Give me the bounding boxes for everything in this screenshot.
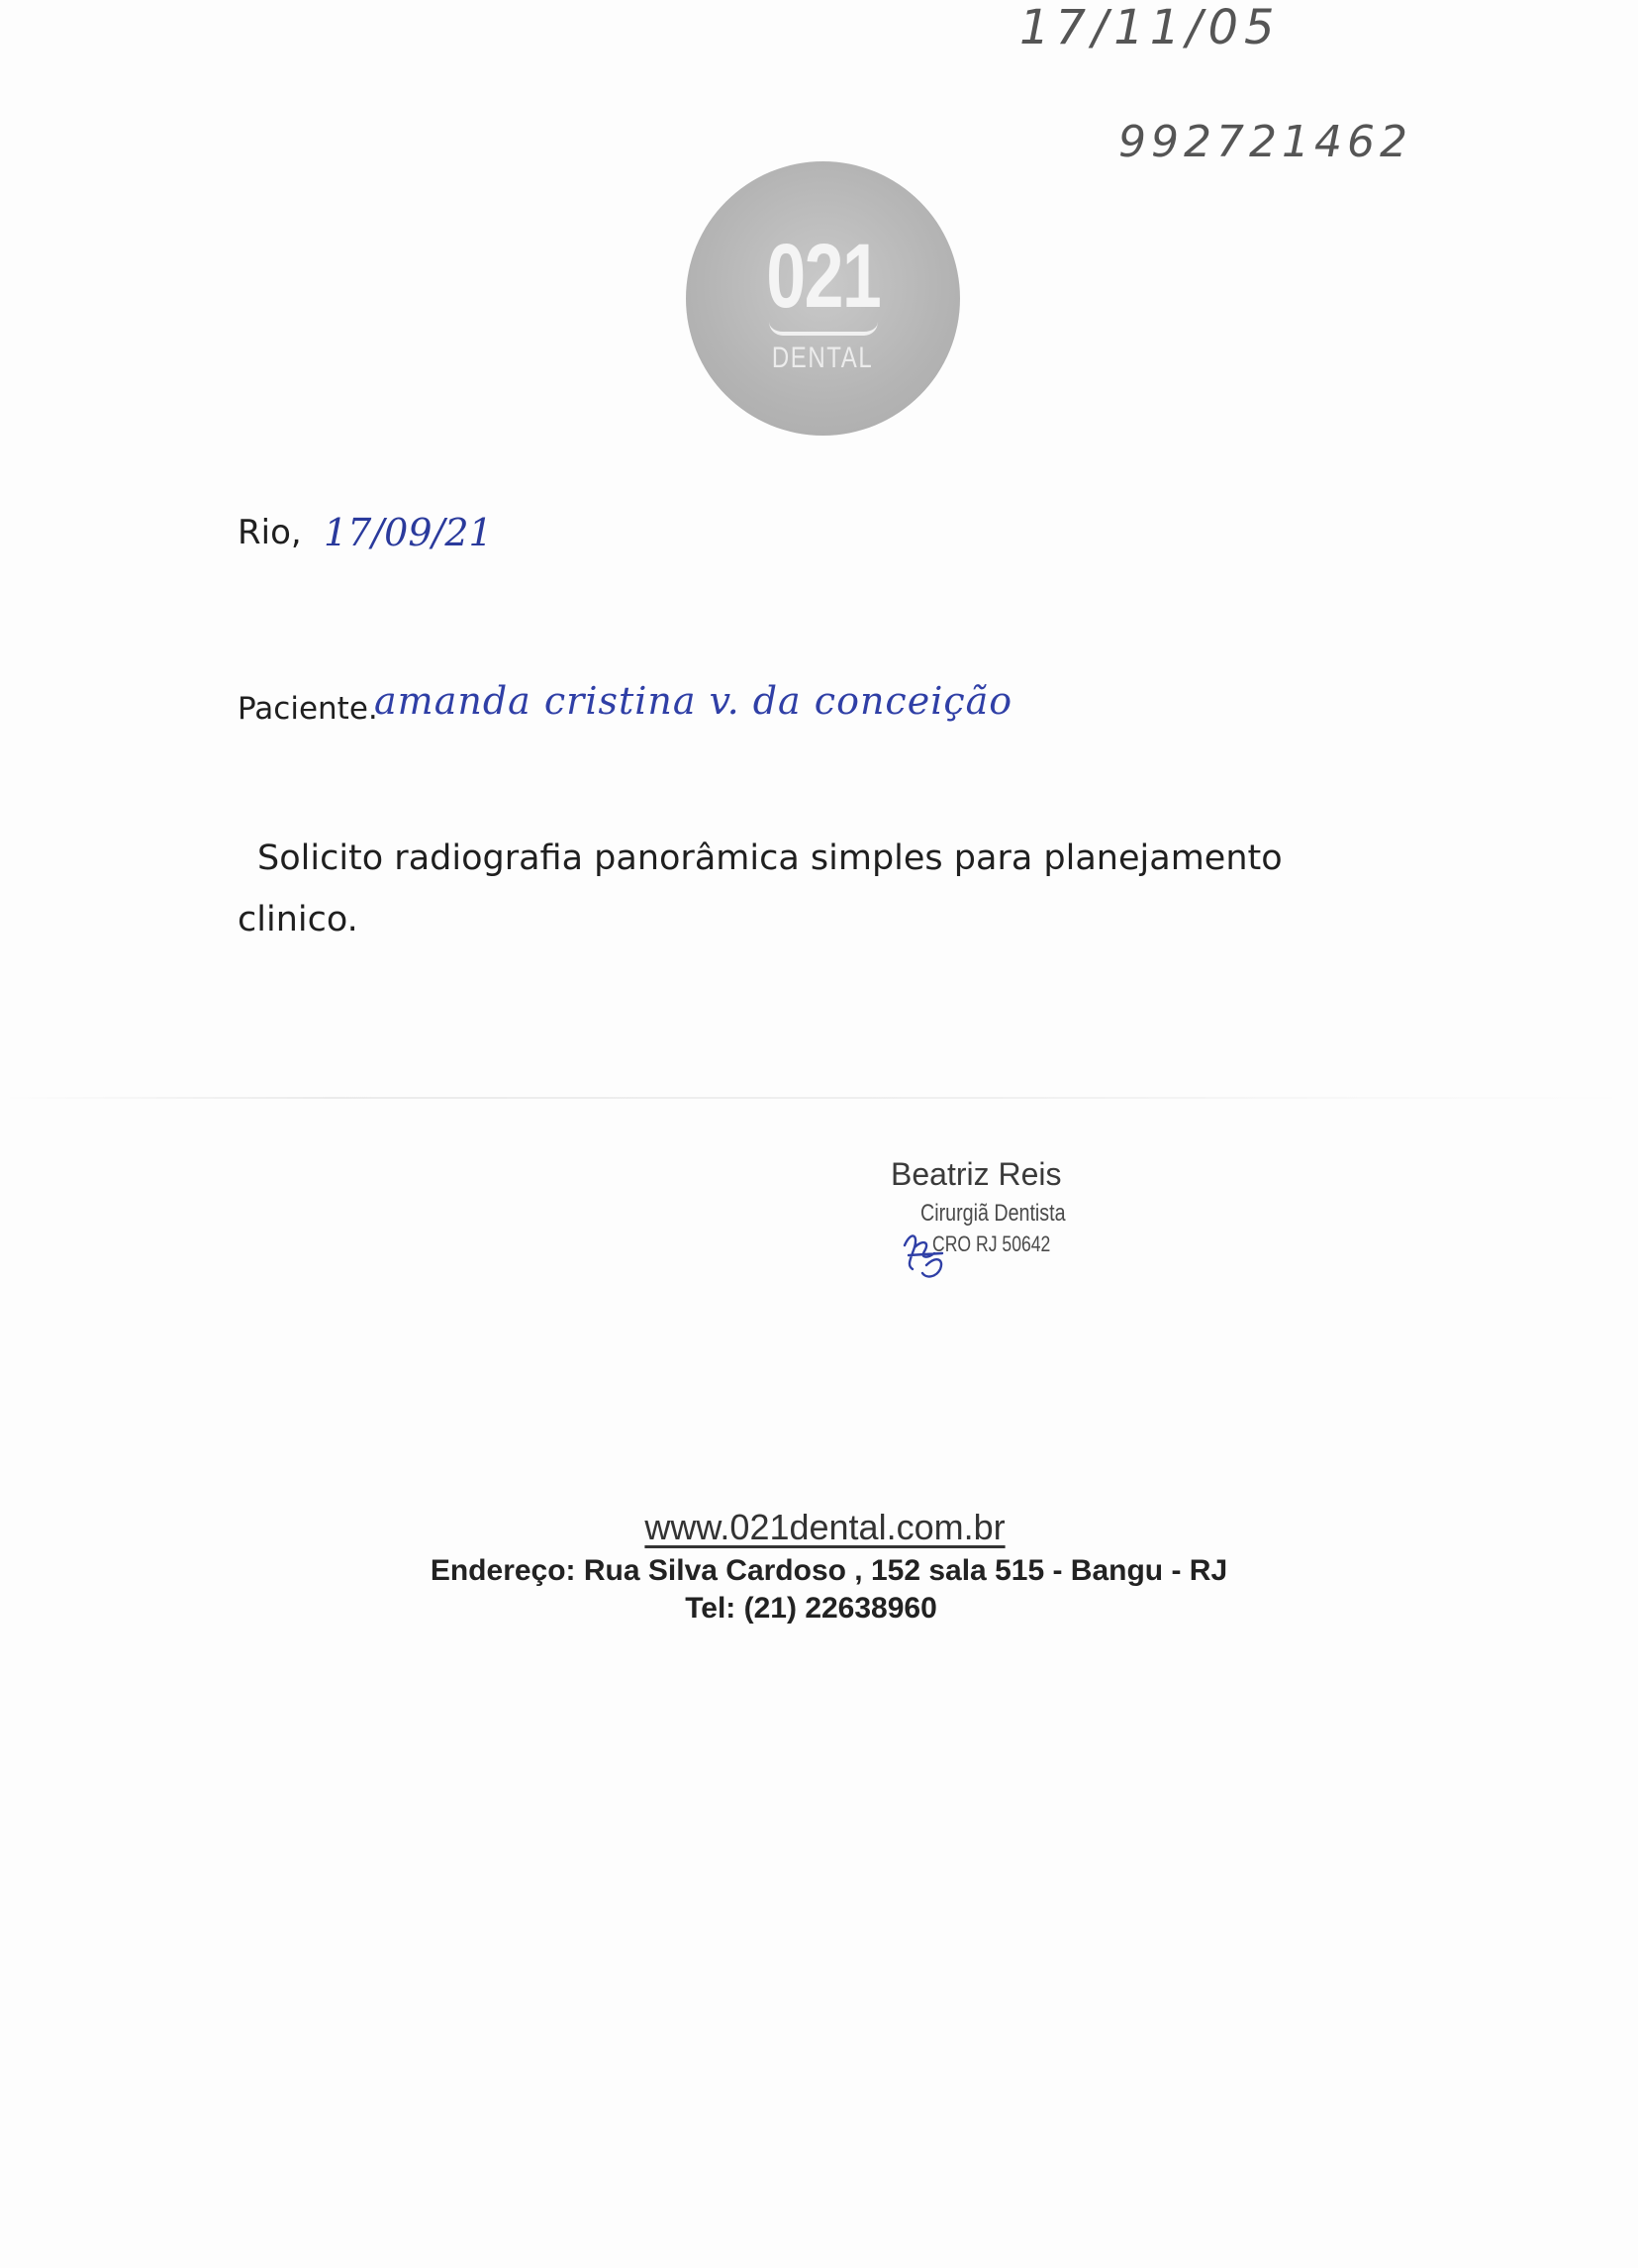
clinic-logo bbox=[686, 161, 960, 436]
dentist-registration: CRO RJ 50642 bbox=[932, 1232, 1051, 1256]
patient-label: Paciente. bbox=[238, 691, 378, 727]
paper-fold-line bbox=[0, 1097, 1638, 1099]
clinic-phone: Tel: (21) 22638960 bbox=[685, 1592, 937, 1625]
website-text[interactable]: www.021dental.com.br bbox=[644, 1507, 1006, 1547]
city-label: Rio, bbox=[238, 513, 302, 552]
pencil-phone-note: 992721462 bbox=[1118, 117, 1412, 167]
clinic-website-link[interactable] bbox=[6, 1507, 1638, 1548]
request-text: Solicito radiografia panorâmica simples para planejamento clinico. bbox=[238, 838, 1283, 939]
logo-word: DENTAL bbox=[772, 341, 874, 374]
dentist-role: Cirurgiã Dentista bbox=[920, 1200, 1066, 1227]
logo-number: 021 bbox=[765, 225, 881, 327]
handwritten-patient-name: amanda cristina v. da conceição bbox=[374, 679, 1013, 723]
handwritten-date: 17/09/21 bbox=[324, 511, 493, 554]
pencil-date-note: 17/11/05 bbox=[1019, 0, 1281, 55]
clinic-address: Endereço: Rua Silva Cardoso , 152 sala 515 - Bangu - RJ bbox=[430, 1554, 1228, 1587]
dentist-name: Beatriz Reis bbox=[891, 1156, 1062, 1192]
signature-icon bbox=[897, 1226, 956, 1285]
